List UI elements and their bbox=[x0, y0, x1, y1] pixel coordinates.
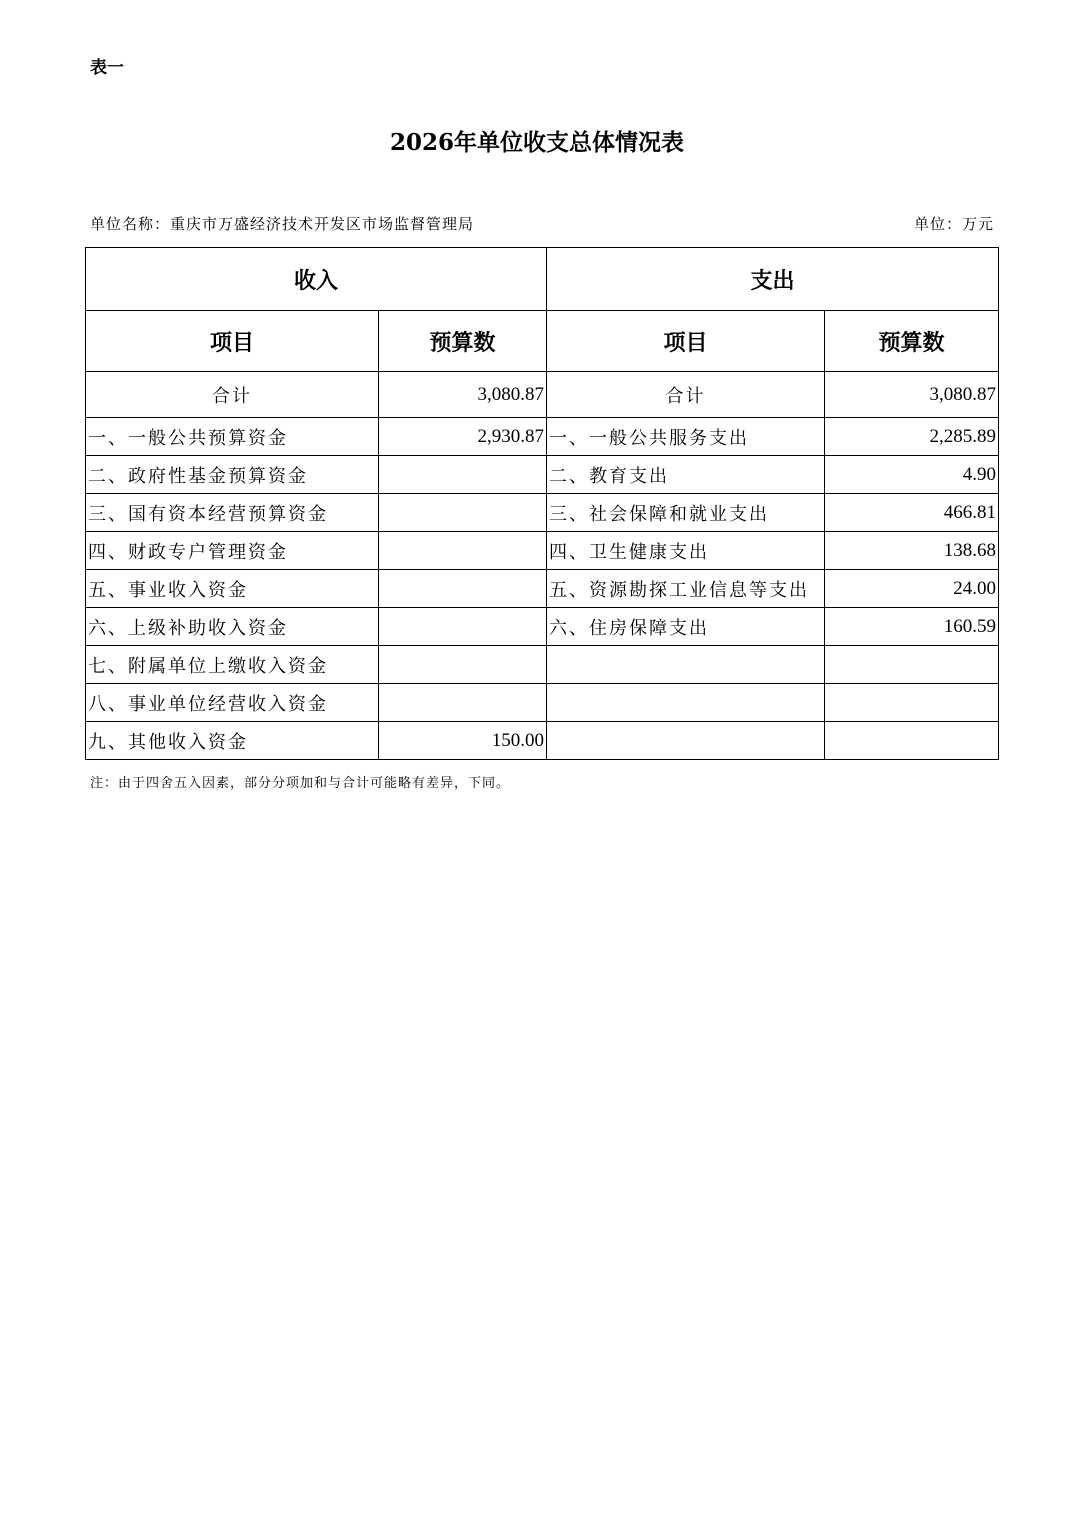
expense-value bbox=[825, 646, 999, 684]
expense-total-value: 3,080.87 bbox=[825, 372, 999, 418]
income-item: 二、政府性基金预算资金 bbox=[86, 456, 379, 494]
table-row bbox=[86, 722, 999, 760]
unit-label: 单位：万元 bbox=[913, 215, 994, 233]
expense-item bbox=[547, 646, 825, 684]
income-budget-header: 预算数 bbox=[379, 311, 547, 372]
income-item-header: 项目 bbox=[86, 311, 379, 372]
expense-value: 160.59 bbox=[825, 608, 999, 646]
income-header: 收入 bbox=[86, 248, 547, 311]
income-item: 四、财政专户管理资金 bbox=[86, 532, 379, 570]
income-value bbox=[379, 646, 547, 684]
income-value: 2,930.87 bbox=[379, 418, 547, 456]
total-row bbox=[86, 372, 999, 418]
income-value bbox=[379, 494, 547, 532]
income-value bbox=[379, 532, 547, 570]
income-item: 五、事业收入资金 bbox=[86, 570, 379, 608]
section-header-row bbox=[86, 248, 999, 311]
expense-item: 一、一般公共服务支出 bbox=[547, 418, 825, 456]
income-value bbox=[379, 608, 547, 646]
page-title: 2026年单位收支总体情况表 bbox=[389, 129, 684, 156]
income-value: 150.00 bbox=[379, 722, 547, 760]
expense-value: 4.90 bbox=[825, 456, 999, 494]
column-header-row bbox=[86, 311, 999, 372]
income-item: 七、附属单位上缴收入资金 bbox=[86, 646, 379, 684]
expense-item: 四、卫生健康支出 bbox=[547, 532, 825, 570]
expense-item: 二、教育支出 bbox=[547, 456, 825, 494]
table-row bbox=[86, 532, 999, 570]
expense-item: 三、社会保障和就业支出 bbox=[547, 494, 825, 532]
expense-item: 六、住房保障支出 bbox=[547, 608, 825, 646]
expense-item-header: 项目 bbox=[547, 311, 825, 372]
table-row bbox=[86, 608, 999, 646]
income-value bbox=[379, 684, 547, 722]
expense-total-label: 合计 bbox=[547, 372, 825, 418]
expense-header: 支出 bbox=[547, 248, 999, 311]
table-row bbox=[86, 494, 999, 532]
expense-item bbox=[547, 722, 825, 760]
table-row bbox=[86, 684, 999, 722]
expense-value: 466.81 bbox=[825, 494, 999, 532]
expense-value: 2,285.89 bbox=[825, 418, 999, 456]
income-value bbox=[379, 456, 547, 494]
table-label: 表一 bbox=[90, 58, 124, 78]
expense-value bbox=[825, 684, 999, 722]
unit-name: 单位名称：重庆市万盛经济技术开发区市场监督管理局 bbox=[90, 215, 475, 233]
table-row bbox=[86, 456, 999, 494]
budget-table bbox=[85, 247, 999, 760]
income-item: 三、国有资本经营预算资金 bbox=[86, 494, 379, 532]
income-item: 九、其他收入资金 bbox=[86, 722, 379, 760]
income-total-label: 合计 bbox=[86, 372, 379, 418]
expense-item: 五、资源勘探工业信息等支出 bbox=[547, 570, 825, 608]
income-item: 六、上级补助收入资金 bbox=[86, 608, 379, 646]
expense-value: 24.00 bbox=[825, 570, 999, 608]
income-item: 一、一般公共预算资金 bbox=[86, 418, 379, 456]
table-row bbox=[86, 418, 999, 456]
expense-value: 138.68 bbox=[825, 532, 999, 570]
expense-item bbox=[547, 684, 825, 722]
table-row bbox=[86, 646, 999, 684]
table-row bbox=[86, 570, 999, 608]
expense-value bbox=[825, 722, 999, 760]
income-total-value: 3,080.87 bbox=[379, 372, 547, 418]
footnote: 注：由于四舍五入因素，部分分项加和与合计可能略有差异，下同。 bbox=[90, 776, 511, 791]
expense-budget-header: 预算数 bbox=[825, 311, 999, 372]
income-value bbox=[379, 570, 547, 608]
income-item: 八、事业单位经营收入资金 bbox=[86, 684, 379, 722]
